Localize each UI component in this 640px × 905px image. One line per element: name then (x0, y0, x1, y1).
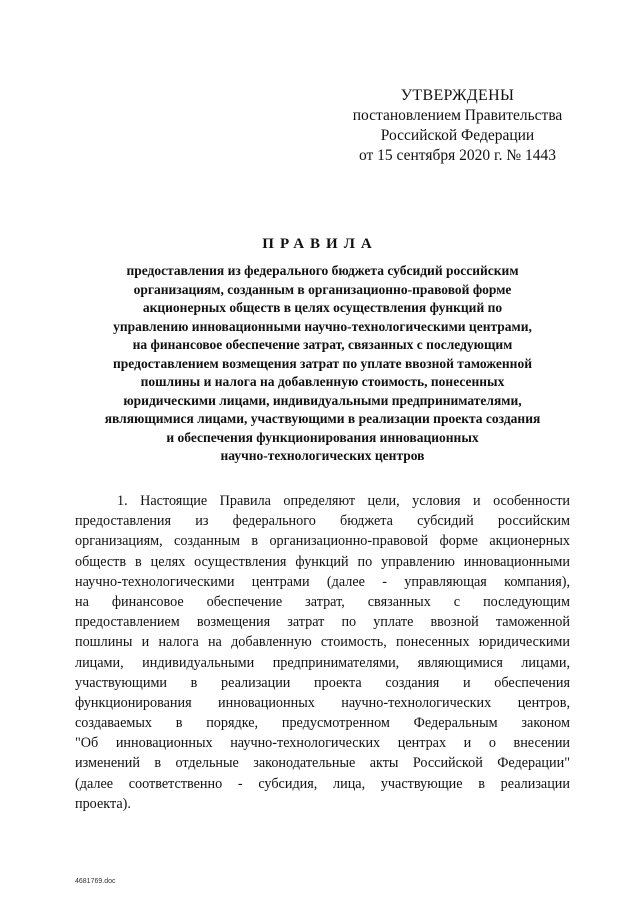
document-file-id: 4681769.doc (75, 878, 116, 885)
paragraph-line: функционирования инновационных научно-технологических центров, (75, 694, 570, 711)
subtitle-line: пошлины и налога на добавленную стоимость, понесенных (140, 374, 505, 389)
subtitle-line: управлению инновационными научно-технологическими центрами, (113, 318, 532, 334)
subtitle-line: и обеспечения функционирования инновационных (166, 429, 479, 445)
paragraph-line: пошлины и налога на добавленную стоимость, понесенных юридическими (75, 634, 570, 651)
approval-line-1: постановлением Правительства (352, 107, 563, 124)
subtitle-line: предоставлением возмещения затрат по уплате ввозной таможенной (113, 355, 532, 371)
paragraph-line: проекта). (75, 795, 131, 812)
document-title: ПРАВИЛА (262, 236, 378, 252)
paragraph-line: обществ в целях осуществления функций по управлению инновационными (75, 553, 570, 570)
document-subtitle (75, 262, 570, 466)
subtitle-line: научно-технологических центров (220, 448, 425, 463)
approval-heading: УТВЕРЖДЕНЫ (400, 87, 515, 104)
subtitle-line: предоставления из федерального бюджета субсидий российским (126, 263, 519, 278)
paragraph-line: 1. Настоящие Правила определяют цели, условия и особенности (117, 493, 570, 509)
paragraph-line: на финансовое обеспечение затрат, связанных с последующим (75, 593, 570, 610)
paragraph-line: "Об инновационных научно-технологических центрах и о внесении (75, 735, 570, 752)
subtitle-line: юридическими лицами, индивидуальными предпринимателями, (123, 392, 522, 408)
paragraph-1 (75, 491, 570, 814)
paragraph-line: (далее соответственно - субсидия, лица, участвующие в реализации (75, 775, 570, 792)
paragraph-line: предоставления из федерального бюджета субсидий российским (75, 513, 570, 530)
approval-stamp (345, 86, 570, 166)
paragraph-line: предоставлением возмещения затрат по уплате ввозной таможенной (75, 614, 570, 631)
paragraph-line: лицами, индивидуальными предпринимателями, являющимися лицами, (75, 654, 570, 671)
paragraph-line: создаваемых в порядке, предусмотренном Федеральным законом (75, 715, 570, 732)
paragraph-line: участвующими в реализации проекта создания и обеспечения (75, 674, 570, 691)
paragraph-line: научно-технологическими центрами (далее - управляющая компания), (75, 573, 570, 590)
subtitle-line: организациям, созданным в организационно-правовой форме (133, 281, 512, 297)
subtitle-line: являющимися лицами, участвующими в реализации проекта создания (104, 411, 541, 426)
subtitle-line: акционерных обществ в целях осуществления функций по (142, 300, 503, 315)
approval-line-2: Российской Федерации (380, 127, 535, 144)
paragraph-line: изменений в отдельные законодательные акты Российской Федерации" (75, 755, 570, 772)
approval-line-3: от 15 сентября 2020 г. № 1443 (358, 147, 557, 164)
subtitle-line: на финансовое обеспечение затрат, связанных с последующим (132, 337, 513, 352)
paragraph-line: организациям, созданным в организационно-правовой форме акционерных (75, 533, 570, 550)
